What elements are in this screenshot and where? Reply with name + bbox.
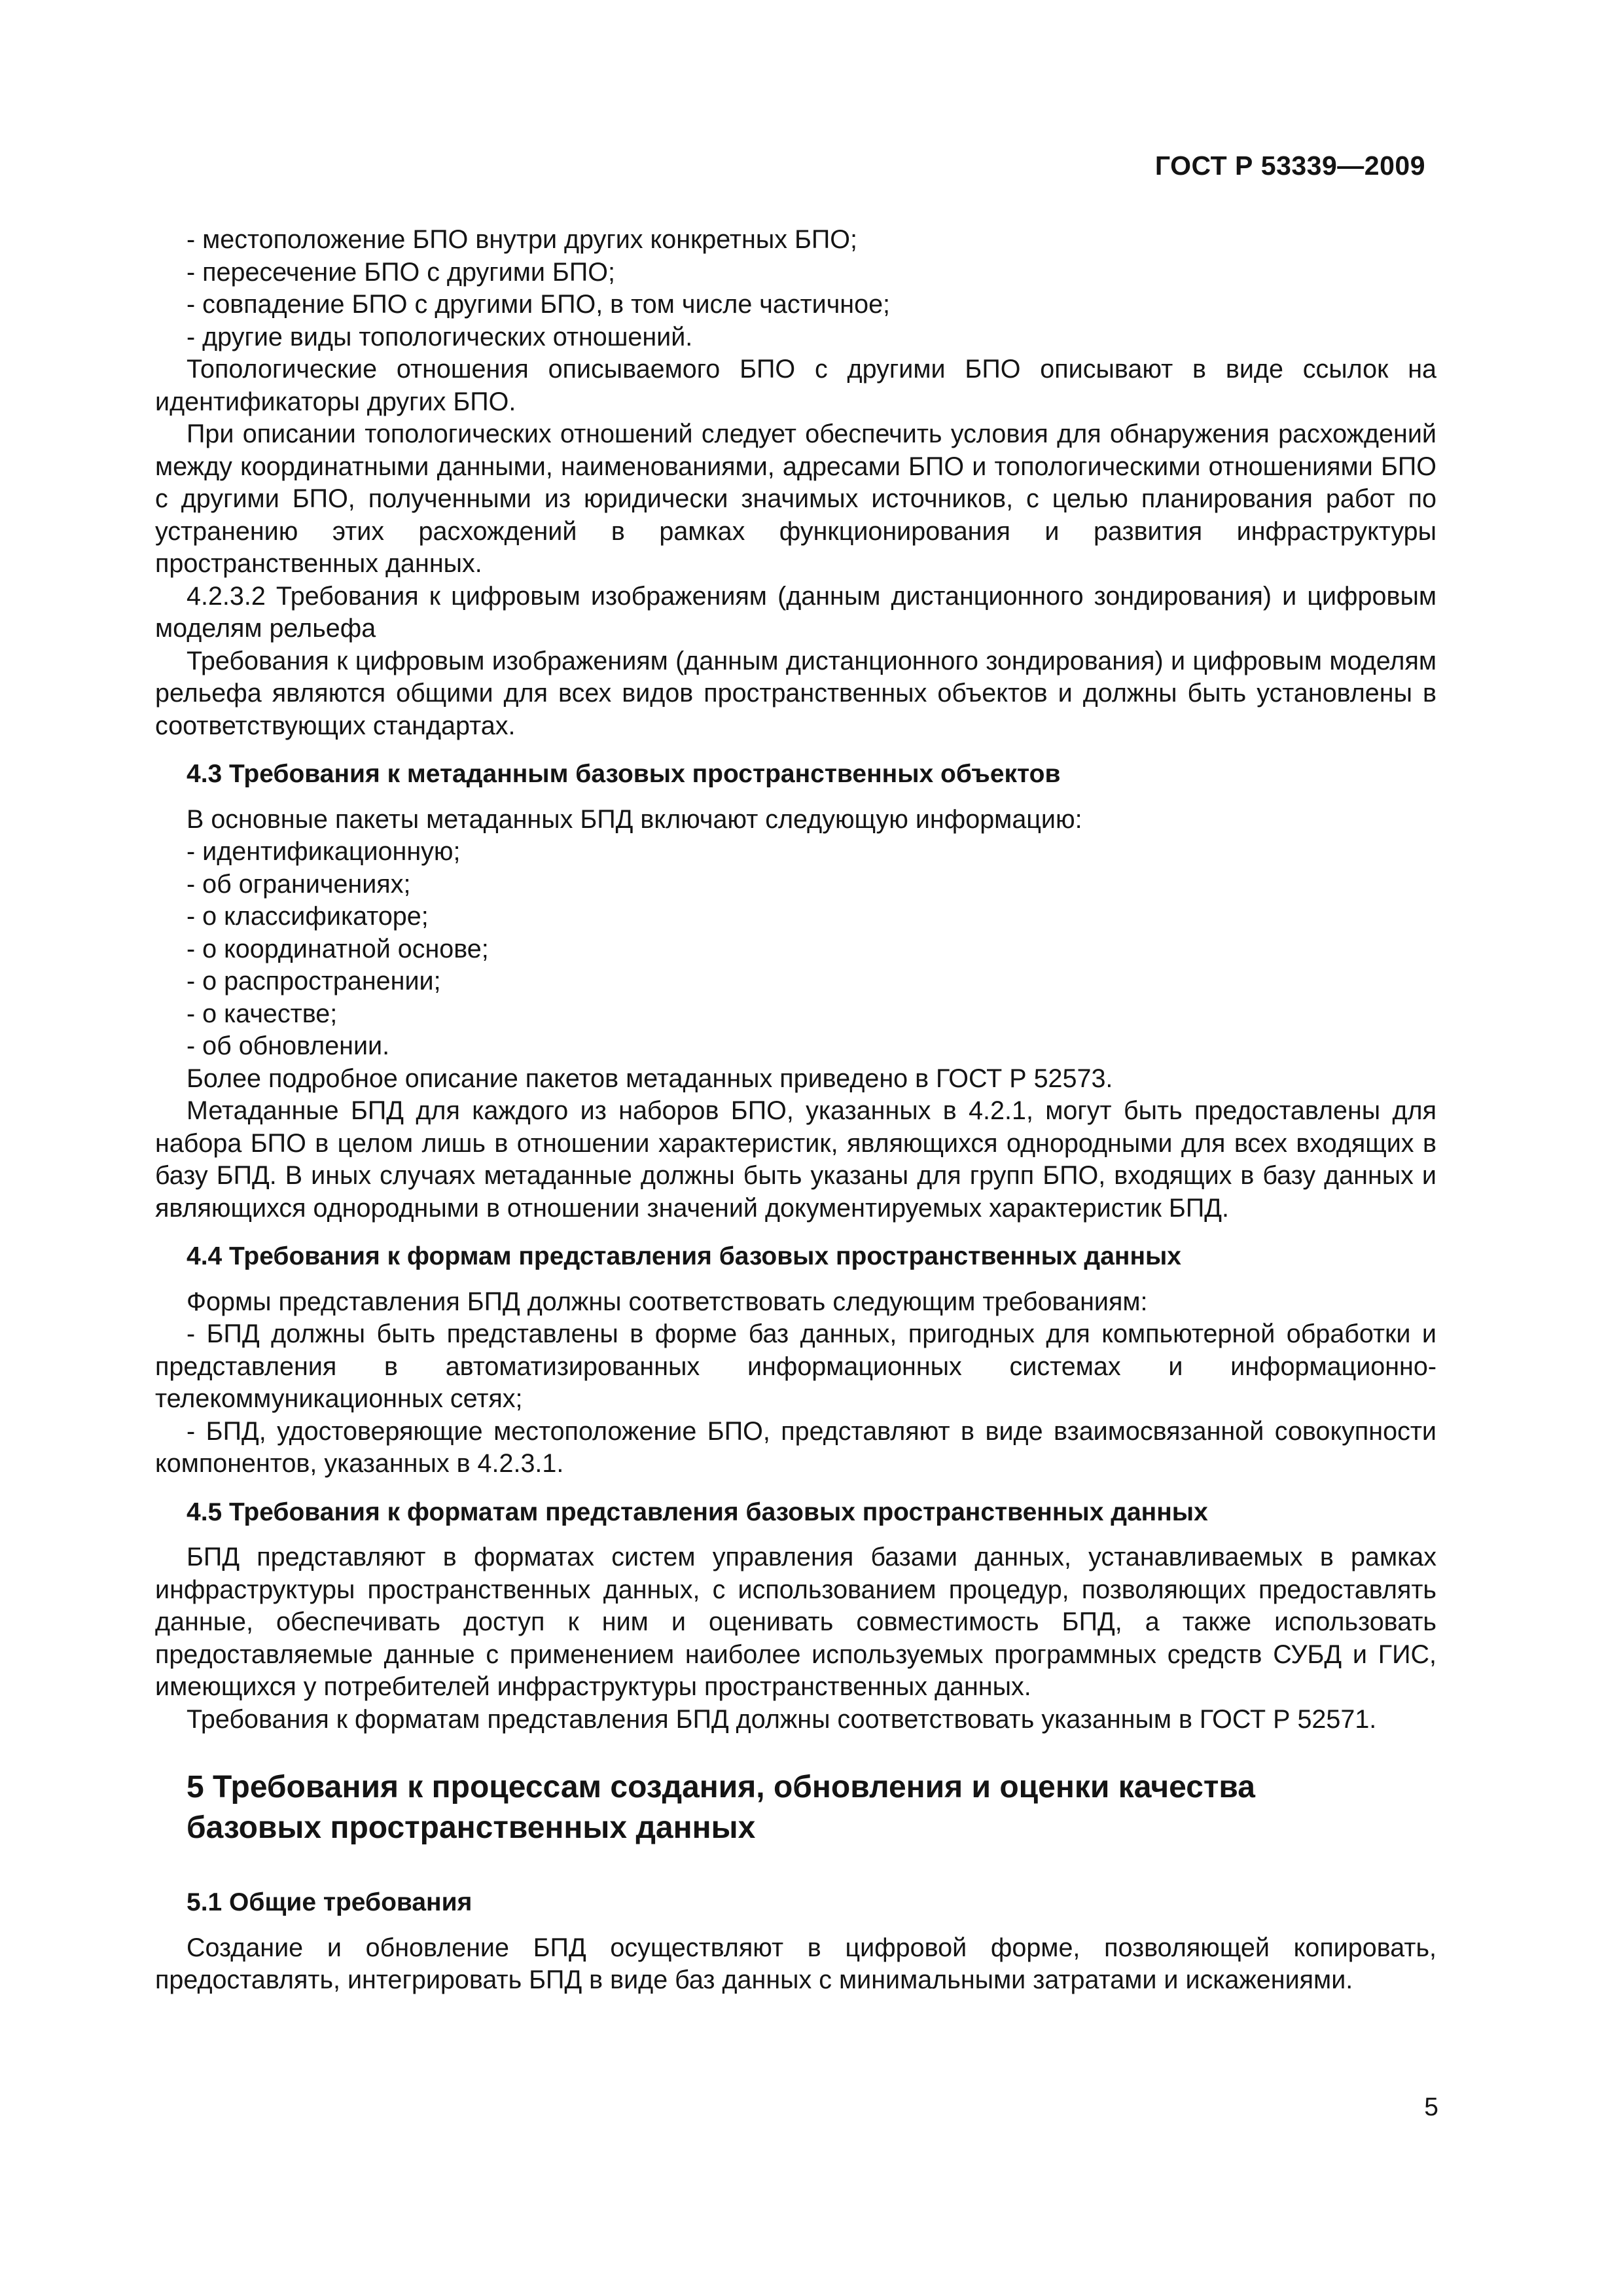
paragraph: В основные пакеты метаданных БПД включают следующую информацию: [187, 804, 1082, 834]
document-body [155, 224, 1436, 1997]
list-item: - о распространении; [187, 967, 441, 996]
list-item: - пересечение БПО с другими БПО; [187, 257, 615, 287]
paragraph: Требования к цифровым изображениям (данным дистанционного зондирования) и цифровым моделям рельефа являются общими для всех видов пространственных объектов и должны быть установлены в соответствующих стандартах. [155, 646, 1436, 740]
clause-heading: 4.2.3.2 Требования к цифровым изображениям (данным дистанционного зондирования) и цифровым моделям рельефа [155, 581, 1436, 643]
topology-list [155, 224, 1436, 353]
section-heading-5-1: 5.1 Общие требования [187, 1888, 473, 1916]
list-item: - другие виды топологических отношений. [187, 322, 693, 351]
paragraph: - БПД, удостоверяющие местоположение БПО, представляют в виде взаимосвязанной совокупности компонентов, указанных в 4.2.3.1. [155, 1416, 1436, 1478]
metadata-list [155, 836, 1436, 1063]
list-item: - об ограничениях; [187, 869, 411, 899]
paragraph: БПД представляют в форматах систем управления базами данных, устанавливаемых в рамках инфраструктуры пространственных данных, с использованием процедур, позволяющих предоставлять данные, обеспечивать доступ к ним и оценивать совместимость БПД, а также использовать предоставляемые данные с применением наиболее используемых программных средств СУБД и ГИС, имеющихся у потребителей инфраструктуры пространственных данных. [155, 1543, 1436, 1701]
list-item: - о качестве; [187, 999, 338, 1028]
list-item: - местоположение БПО внутри других конкретных БПО; [187, 225, 857, 254]
list-item: - об обновлении. [187, 1031, 390, 1060]
section-heading-5: 5 Требования к процессам создания, обновления и оценки качества базовых пространственных данных [187, 1770, 1255, 1845]
list-item: - совпадение БПО с другими БПО, в том числе частичное; [187, 290, 891, 319]
paragraph: Топологические отношения описываемого БПО с другими БПО описывают в виде ссылок на идентификаторы других БПО. [155, 355, 1436, 416]
list-item: - о координатной основе; [187, 934, 489, 963]
paragraph: Метаданные БПД для каждого из наборов БПО, указанных в 4.2.1, могут быть предоставлены для набора БПО в целом лишь в отношении характеристик, являющихся однородными для всех входящих в базу БПД. В иных случаях метаданные должны быть указаны для групп БПО, входящих в базу данных и являющихся однородными в отношении значений документируемых характеристик БПД. [155, 1096, 1436, 1223]
document-header: ГОСТ Р 53339—2009 [1154, 151, 1425, 181]
section-heading-4-5: 4.5 Требования к форматам представления базовых пространственных данных [187, 1498, 1208, 1526]
page-number: 5 [1424, 2093, 1438, 2121]
paragraph: Требования к форматам представления БПД должны соответствовать указанным в ГОСТ Р 52571. [187, 1704, 1377, 1734]
paragraph: Формы представления БПД должны соответствовать следующим требованиям: [187, 1287, 1148, 1316]
list-item: - идентификационную; [187, 837, 461, 866]
paragraph: Создание и обновление БПД осуществляют в цифровой форме, позволяющей копировать, предоставлять, интегрировать БПД в виде баз данных с минимальными затратами и искажениями. [155, 1933, 1436, 1994]
list-item: - о классификаторе; [187, 902, 429, 931]
section-heading-4-4: 4.4 Требования к формам представления базовых пространственных данных [187, 1242, 1181, 1270]
paragraph: Более подробное описание пакетов метаданных приведено в ГОСТ Р 52573. [187, 1064, 1113, 1093]
paragraph: - БПД должны быть представлены в форме баз данных, пригодных для компьютерной обработки и представления в автоматизированных информационных системах и информационно-телекоммуникационных сетях; [155, 1319, 1436, 1413]
section-heading-4-3: 4.3 Требования к метаданным базовых пространственных объектов [187, 760, 1061, 788]
paragraph: При описании топологических отношений следует обеспечить условия для обнаружения расхождений между координатными данными, наименованиями, адресами БПО и топологическими отношениями БПО с другими БПО, полученными из юридически значимых источников, с целью планирования работ по устранению этих расхождений в рамках функционирования и развития инфраструктуры пространственных данных. [155, 420, 1436, 578]
